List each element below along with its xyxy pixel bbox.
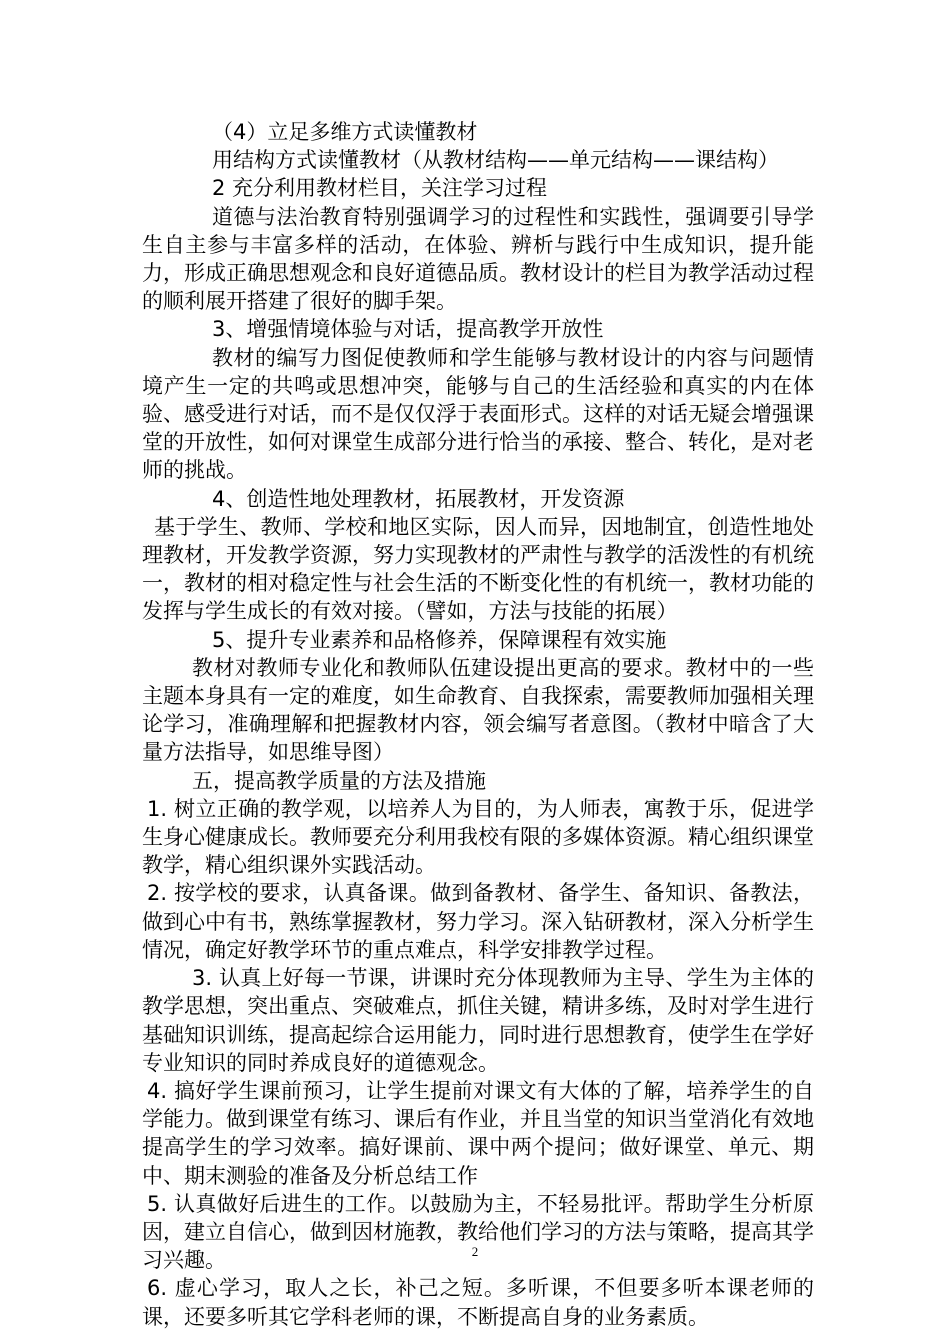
heading-2: 2 充分利用教材栏目，关注学习过程 bbox=[212, 176, 548, 201]
measure-2: 2. 按学校的要求，认真备课。做到备教材、备学生、备知识、备教法，做到心中有书，熟练掌握教材，努力学习。深入钻研教材，深入分析学生情况，确定好教学环节的重点难点，科学安排教学过程。 bbox=[142, 881, 814, 962]
heading-3: 3、增强情境体验与对话，提高教学开放性 bbox=[212, 317, 604, 342]
heading-4: （4）立足多维方式读懂教材 bbox=[212, 120, 478, 144]
measure-4: 4. 搞好学生课前预习，让学生提前对课文有大体的了解，培养学生的自学能力。做到课堂有练习、课后有作业，并且当堂的知识当堂消化有效地提高学生的学习效率。搞好课前、课中两个提问；做好课堂、单元、期中、期末测验的准备及分析总结工作 bbox=[142, 1078, 814, 1188]
measure-5: 5. 认真做好后进生的工作。以鼓励为主，不轻易批评。帮助学生分析原因，建立自信心，做到因材施教，教给他们学习的方法与策略，提高其学习兴趣。 bbox=[142, 1191, 814, 1273]
measure-6: 6. 虚心学习，取人之长，补己之短。多听课，不但要多听本课老师的课，还要多听其它学科老师的课，不断提高自身的业务素质。 bbox=[142, 1276, 814, 1329]
section-heading-5: 五，提高教学质量的方法及措施 bbox=[192, 768, 486, 793]
document-body bbox=[142, 118, 814, 1331]
measure-1: 1. 树立正确的教学观，以培养人为目的，为人师表，寓教于乐，促进学生身心健康成长。教师要充分利用我校有限的多媒体资源。精心组织课堂教学，精心组织课外实践活动。 bbox=[142, 796, 814, 878]
paragraph-process: 道德与法治教育特别强调学习的过程性和实践性，强调要引导学生自主参与丰富多样的活动，在体验、辨析与践行中生成知识，提升能力，形成正确思想观念和良好道德品质。教材设计的栏目为教学活动过程的顺利展开搭建了很好的脚手架。 bbox=[142, 204, 814, 314]
page-number: 2 bbox=[471, 1244, 479, 1259]
paragraph-resources: 基于学生、教师、学校和地区实际，因人而异，因地制宜，创造性地处理教材，开发教学资源，努力实现教材的严肃性与教学的活泼性的有机统一，教材的相对稳定性与社会生活的不断变化性的有机统一，教材功能的发挥与学生成长的有效对接。（譬如，方法与技能的拓展） bbox=[142, 514, 814, 624]
measure-3: 3. 认真上好每一节课，讲课时充分体现教师为主导、学生为主体的教学思想，突出重点、突破难点，抓住关键，精讲多练，及时对学生进行基础知识训练，提高起综合运用能力，同时进行思想教育，使学生在学好专业知识的同时养成良好的道德观念。 bbox=[142, 966, 814, 1075]
paragraph-dialogue: 教材的编写力图促使教师和学生能够与教材设计的内容与问题情境产生一定的共鸣或思想冲突，能够与自己的生活经验和真实的内在体验、感受进行对话，而不是仅仅浮于表面形式。这样的对话无疑会增强课堂的开放性，如何对课堂生成部分进行恰当的承接、整合、转化，是对老师的挑战。 bbox=[142, 345, 814, 483]
heading-4b: 4、创造性地处理教材，拓展教材，开发资源 bbox=[212, 486, 625, 511]
paragraph-structure: 用结构方式读懂教材（从教材结构——单元结构——课结构） bbox=[212, 148, 779, 173]
paragraph-teacher-quality: 教材对教师专业化和教师队伍建设提出更高的要求。教材中的一些主题本身具有一定的难度，如生命教育、自我探索，需要教师加强相关理论学习，准确理解和把握教材内容，领会编写者意图。（教材中暗含了大量方法指导，如思维导图） bbox=[142, 655, 814, 765]
heading-5: 5、提升专业素养和品格修养，保障课程有效实施 bbox=[212, 627, 667, 652]
